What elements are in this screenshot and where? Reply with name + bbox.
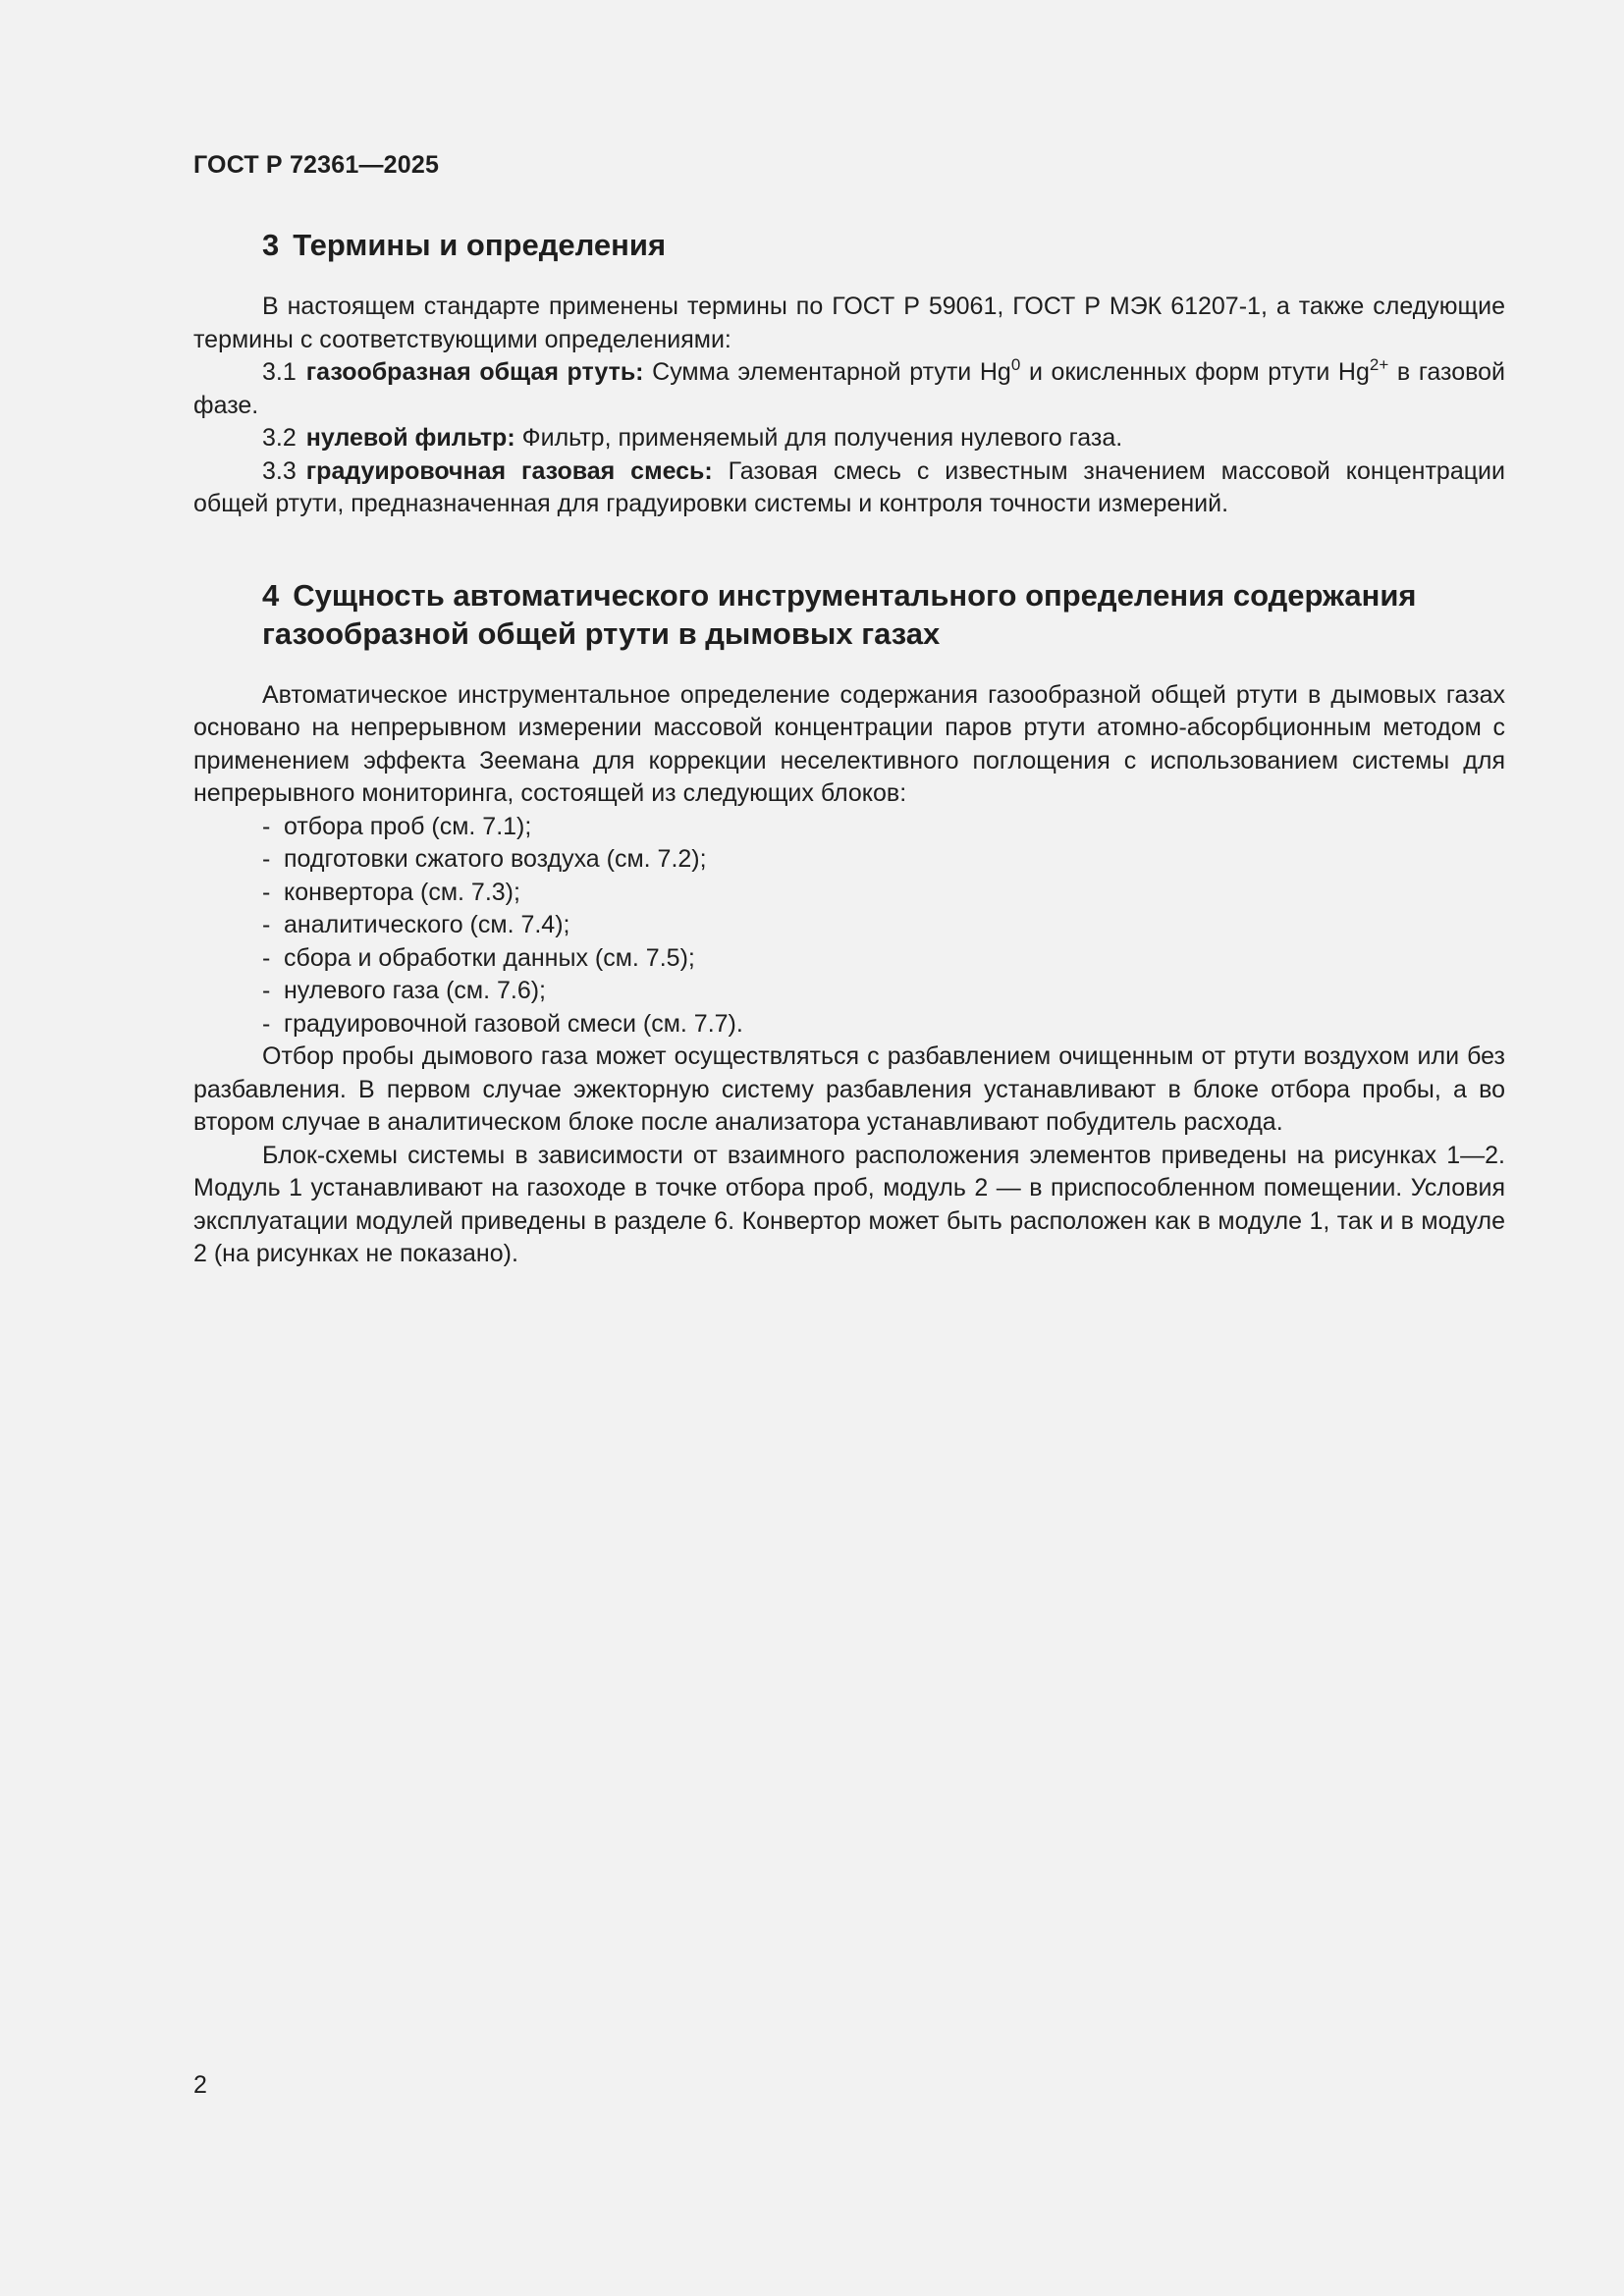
term-name: газообразная общая ртуть: [305, 358, 644, 386]
list-marker: - [262, 812, 271, 840]
list-marker: - [262, 878, 271, 906]
list-item: - подготовки сжатого воздуха (см. 7.2); [193, 843, 1505, 877]
section-4-paragraph-1: Автоматическое инструментальное определение содержания газообразной общей ртути в дымовых газах основано на непрерывном измерении массовой концентрации паров ртути атомно-абсорбционным методом с применением эффекта Зеемана для коррекции неселективного поглощения с использованием системы для непрерывного мониторинга, состоящей из следующих блоков: [193, 680, 1505, 807]
list-marker: - [262, 977, 271, 1004]
term-definition: в газовой фазе. [193, 358, 1505, 419]
term-number: 3.2 [262, 424, 297, 452]
list-item: - отбора проб (см. 7.1); [193, 811, 1505, 844]
section-3-number: 3 [262, 228, 280, 262]
section-4-paragraph-2: Отбор пробы дымового газа может осуществляться с разбавлением очищенным от ртути воздухом или без разбавления. В первом случае эжекторную систему разбавления устанавливают в блоке отбора пробы, а во втором случае в аналитическом блоке после анализатора устанавливают побудитель расхода. [193, 1042, 1505, 1136]
list-item: - сбора и обработки данных (см. 7.5); [193, 942, 1505, 976]
term-name: градуировочная газовая смесь: [305, 456, 713, 485]
term-definition: Сумма элементарной ртути Hg [643, 358, 1011, 386]
section-4-heading: Сущность автоматического инструментального определения содержания газообразной общей ртути в дымовых газах [262, 577, 1417, 651]
list-marker: - [262, 911, 271, 938]
list-item: - нулевого газа (см. 7.6); [193, 975, 1505, 1008]
term-number: 3.1 [262, 358, 297, 386]
document-header: ГОСТ Р 72361—2025 [193, 151, 440, 179]
list-item: - конвертора (см. 7.3); [193, 877, 1505, 910]
term-3-3 [193, 455, 1505, 521]
superscript: 0 [1010, 355, 1021, 374]
section-4-title [193, 576, 1505, 653]
section-4-paragraph-3: Блок-схемы системы в зависимости от взаимного расположения элементов приведены на рисунках 1—2. Модуль 1 устанавливают на газоходе в точке отбора проб, модуль 2 — в приспособленном помещении. Условия эксплуатации модулей приведены в разделе 6. Конвертор может быть расположен как в модуле 1, так и в модуле 2 (на рисунках не показано). [193, 1141, 1505, 1267]
term-number: 3.3 [262, 456, 297, 485]
term-3-2 [193, 422, 1505, 455]
section-3-heading: Термины и определения [293, 228, 667, 262]
term-3-1 [193, 356, 1505, 422]
list-marker: - [262, 845, 271, 873]
section-3-intro: В настоящем стандарте применены термины по ГОСТ Р 59061, ГОСТ Р МЭК 61207-1, а также следующие термины с соответствующими определениями: [193, 293, 1505, 353]
blocks-list [193, 811, 1505, 1041]
term-definition: Газовая смесь с известным значением массовой концентрации общей ртути, предназначенная для градуировки системы и контроля точности измерений. [193, 456, 1505, 517]
section-4-number: 4 [262, 577, 280, 613]
list-item: - аналитического (см. 7.4); [193, 909, 1505, 942]
section-3-title [193, 226, 1505, 264]
superscript: 2+ [1369, 355, 1389, 374]
term-name: нулевой фильтр: [305, 424, 515, 452]
term-definition: Фильтр, применяемый для получения нулевого газа. [514, 424, 1123, 452]
list-item: - градуировочной газовой смеси (см. 7.7). [193, 1008, 1505, 1041]
page-number: 2 [193, 2071, 207, 2099]
list-marker: - [262, 943, 271, 972]
list-marker: - [262, 1009, 271, 1038]
page-content [193, 143, 1505, 1271]
term-definition: и окисленных форм ртути Hg [1020, 358, 1370, 386]
